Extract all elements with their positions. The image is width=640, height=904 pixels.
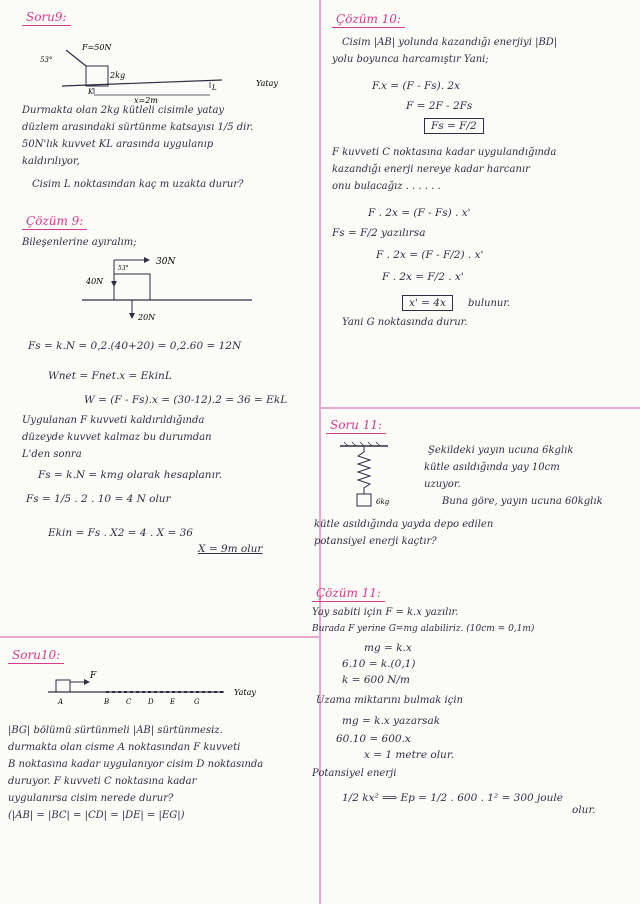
- cozum10-line: onu bulacağız . . . . . .: [332, 181, 441, 192]
- soru10-section: [8, 644, 314, 821]
- cozum11-line: Potansiyel enerji: [312, 768, 397, 779]
- cozum9-intro: Bileşenlerine ayıralım;: [22, 237, 137, 248]
- soru10-force: F: [90, 671, 97, 681]
- soru10-title: Soru10:: [8, 648, 64, 664]
- cozum9-eq: Fs = 1/5 . 2 . 10 = 4 N olur: [26, 493, 171, 505]
- soru11-section: [314, 414, 636, 547]
- cozum10-eq: Fs = F/2 yazılırsa: [332, 227, 426, 239]
- soru11-line: kütle asıldığında yayda depo edilen: [314, 519, 494, 530]
- cozum9-angle: 53°: [118, 265, 129, 272]
- cozum9-line: düzeyde kuvvet kalmaz bu durumdan: [22, 432, 212, 443]
- cozum9-f1: 30N: [156, 257, 176, 267]
- cozum9-eq: Ekin = Fs . X2 = 4 . X = 36: [48, 527, 193, 539]
- cozum10-line: F kuvveti C noktasına kadar uygulandığında: [332, 147, 557, 158]
- soru10-line: (|AB| = |BC| = |CD| = |DE| = |EG|): [8, 810, 185, 821]
- cozum11-eq: olur.: [572, 804, 596, 816]
- cozum10-eq: F.x = (F - Fs). 2x: [372, 80, 461, 92]
- soru11-title: Soru 11:: [326, 418, 386, 434]
- soru9-mass-label: 2kg: [110, 71, 126, 80]
- cozum9-line: L'den sonra: [22, 449, 82, 460]
- cozum11-eq: k = 600 N/m: [342, 674, 410, 686]
- cozum10-conclusion: Yani G noktasında durur.: [342, 317, 468, 328]
- soru10-point-c: C: [126, 698, 132, 706]
- cozum9-work: [22, 340, 287, 555]
- cozum11-section: [312, 582, 636, 816]
- soru10-point-e: E: [170, 698, 176, 706]
- soru10-line: B noktasına kadar uygulanıyor cisim D noktasında: [8, 759, 264, 770]
- cozum10-section: [332, 8, 636, 328]
- cozum9-section: [22, 210, 316, 555]
- soru9-section: [22, 6, 316, 190]
- cozum10-eq: F = 2F - 2Fs: [406, 100, 473, 112]
- soru10-figure: [38, 668, 338, 716]
- soru11-line: uzuyor.: [424, 479, 461, 490]
- soru11-figure: [334, 438, 404, 522]
- cozum11-eq: mg = k.x: [364, 642, 412, 654]
- soru10-point-g: G: [194, 698, 200, 706]
- soru9-point-k: K: [88, 88, 94, 96]
- soru9-angle-label: 53°: [40, 56, 53, 64]
- cozum11-line: Uzama miktarını bulmak için: [316, 695, 463, 706]
- cozum11-title: Çözüm 11:: [312, 586, 385, 602]
- cozum10-eq: F . 2x = (F - Fs) . x': [368, 207, 471, 219]
- cozum10-line: kazandığı enerji nereye kadar harcanır: [332, 164, 530, 175]
- soru10-line: uygulanırsa cisim nerede durur?: [8, 793, 174, 804]
- soru10-line: |BG| bölümü sürtünmeli |AB| sürtünmesiz.: [8, 725, 223, 736]
- soru10-text: [8, 722, 263, 824]
- soru11-line: Buna göre, yayın ucuna 60kglık: [442, 496, 603, 507]
- cozum9-line: Uygulanan F kuvveti kaldırıldığında: [22, 415, 205, 426]
- divider-soru11: [321, 407, 640, 409]
- soru10-axis: Yatay: [234, 688, 256, 697]
- cozum11-eq: 1/2 kx² ⟹ Ep = 1/2 . 600 . 1² = 300 joule: [342, 792, 563, 804]
- soru9-axis: Yatay: [256, 79, 278, 88]
- cozum11-eq: 60.10 = 600.x: [336, 733, 411, 745]
- cozum10-boxed: Fs = F/2: [424, 118, 484, 134]
- cozum10-eq: F . 2x = F/2 . x': [382, 271, 464, 283]
- cozum11-work: [312, 604, 596, 816]
- soru9-point-l: L: [212, 84, 217, 92]
- soru9-title: Soru9:: [22, 10, 71, 26]
- soru11-text: [424, 442, 603, 510]
- soru9-text: [22, 102, 253, 193]
- cozum9-title: Çözüm 9:: [22, 214, 87, 230]
- soru10-line: duruyor. F kuvveti C noktasına kadar: [8, 776, 197, 787]
- soru9-line: düzlem arasındaki sürtünme katsayısı 1/5 dir.: [22, 122, 254, 133]
- soru11-line: Şekildeki yayın ucuna 6kglık: [428, 445, 574, 456]
- cozum9-f2: 40N: [86, 277, 104, 286]
- cozum10-work: [332, 34, 557, 331]
- soru10-point-b: B: [104, 698, 110, 706]
- soru10-line: durmakta olan cisme A noktasından F kuvveti: [8, 742, 241, 753]
- soru9-figure: [22, 28, 312, 105]
- soru9-force-label: F=50N: [82, 43, 112, 52]
- cozum11-eq: 6.10 = k.(0,1): [342, 658, 416, 670]
- cozum10-found: bulunur.: [467, 298, 511, 309]
- cozum10-line: Cisim |AB| yolunda kazandığı enerjiyi |BD|: [342, 37, 558, 48]
- soru11-line: kütle asıldığında yay 10cm: [424, 462, 560, 473]
- cozum10-result: x' = 4x: [402, 295, 453, 311]
- soru9-question: Cisim L noktasından kaç m uzakta durur?: [32, 179, 244, 190]
- divider-soru10: [0, 636, 319, 638]
- cozum9-eq: Fs = k.N = 0,2.(40+20) = 0,2.60 = 12N: [28, 340, 242, 352]
- soru9-line: Durmakta olan 2kg kütleli cisimle yatay: [22, 105, 225, 116]
- soru10-point-a: A: [58, 698, 64, 706]
- cozum11-line: Yay sabiti için F = k.x yazılır.: [312, 607, 459, 618]
- cozum9-eq: W = (F - Fs).x = (30-12).2 = 36 = EkL: [84, 394, 288, 406]
- soru9-line: 50N'lık kuvvet KL arasında uygulanıp: [22, 139, 214, 150]
- soru10-point-d: D: [148, 698, 154, 706]
- soru11-mass: 6kg: [376, 498, 390, 506]
- cozum11-line: Burada F yerine G=mg alabiliriz. (10cm = 0,1m): [312, 624, 535, 634]
- cozum10-line: yolu boyunca harcamıştır Yani;: [332, 54, 489, 65]
- cozum10-result-row: [402, 291, 557, 312]
- cozum11-eq: x = 1 metre olur.: [364, 749, 455, 761]
- cozum9-eq: Fs = k.N = kmg olarak hesaplanır.: [38, 469, 223, 481]
- soru9-line: kaldırılıyor,: [22, 156, 80, 167]
- cozum9-result: X = 9m olur: [198, 543, 263, 555]
- soru11-line: potansiyel enerji kaçtır?: [314, 536, 437, 547]
- cozum9-figure: [52, 254, 292, 330]
- cozum9-weight: 20N: [138, 313, 156, 322]
- cozum9-eq: Wnet = Fnet.x = EkinL: [48, 370, 172, 382]
- soru11-text-cont: [314, 516, 493, 550]
- cozum11-eq: mg = k.x yazarsak: [342, 715, 441, 727]
- soru9-distance: x=2m: [134, 96, 158, 105]
- cozum10-eq: F . 2x = (F - F/2) . x': [376, 249, 484, 261]
- cozum10-title: Çözüm 10:: [332, 12, 405, 28]
